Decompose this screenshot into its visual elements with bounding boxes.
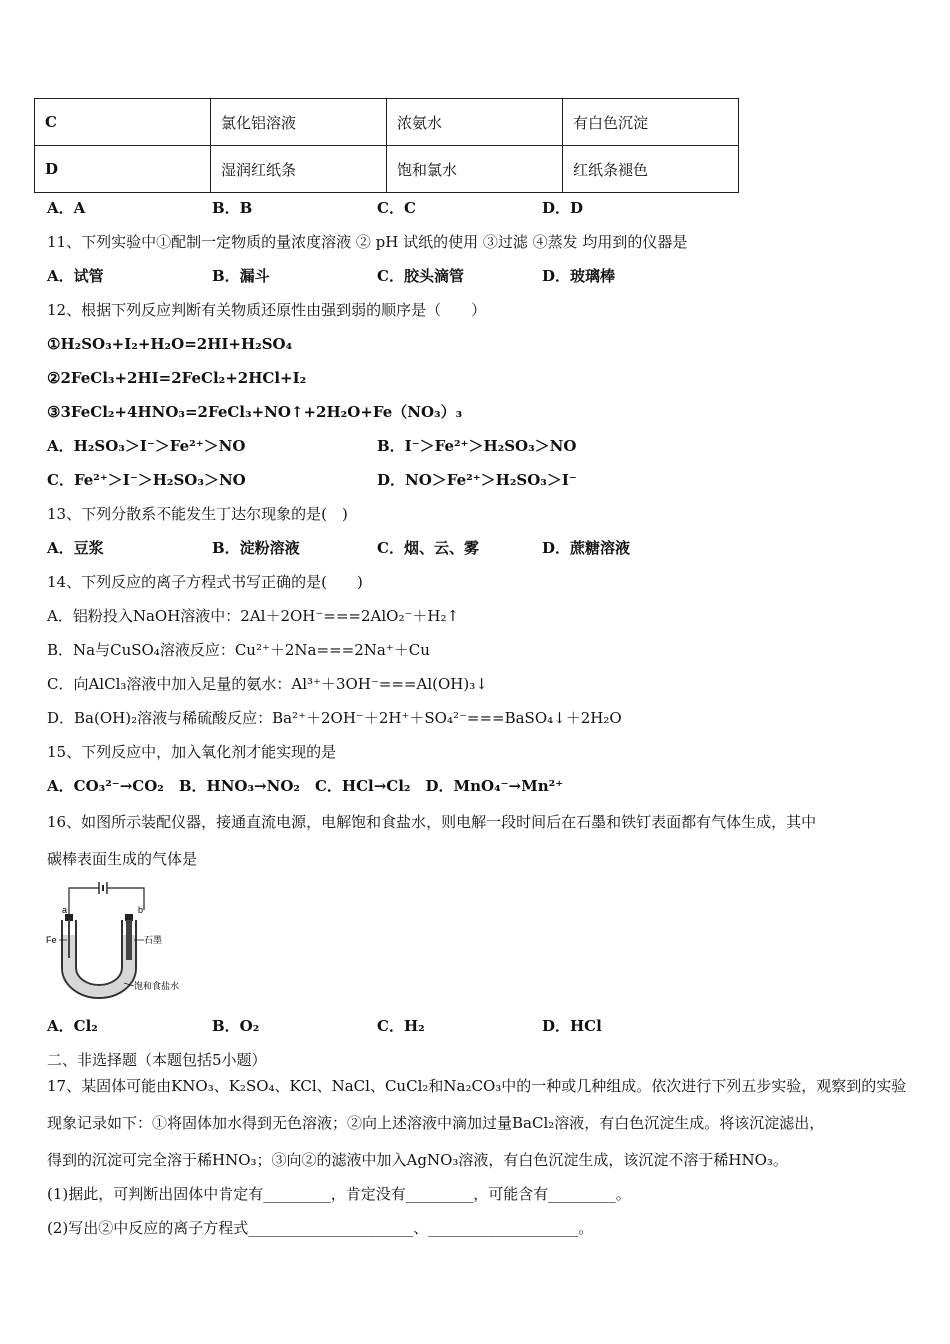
q10-option-a: A．A — [47, 199, 86, 217]
q16-option-c: C．H₂ — [377, 1017, 425, 1035]
q14-option-a: A．铝粉投入NaOH溶液中：2Al＋2OH⁻===2AlO₂⁻＋H₂↑ — [47, 607, 460, 625]
q15-options: A．CO₃²⁻→CO₂ B．HNO₃→NO₂ C．HCl→Cl₂ D．MnO₄⁻→Mn²⁺ — [47, 777, 564, 795]
stopper-right — [125, 914, 133, 921]
q10-option-d: D．D — [542, 199, 584, 217]
table-row — [35, 146, 739, 193]
graphite-electrode — [126, 920, 132, 960]
table-row — [35, 99, 739, 146]
q17-line2: 现象记录如下：①将固体加水得到无色溶液；②向上述溶液中滴加过量BaCl₂溶液，有白色沉淀生成。将该沉淀滤出， — [47, 1114, 825, 1132]
table-cell: 有白色沉淀 — [563, 99, 739, 146]
q12-reaction-3: ③3FeCl₂+4HNO₃=2FeCl₃+NO↑+2H₂O+Fe（NO₃）₃ — [47, 403, 463, 421]
q11-stem: 11、下列实验中①配制一定物质的量浓度溶液 ② pH 试纸的使用 ③过滤 ④蒸发 均用到的仪器是 — [47, 233, 688, 251]
q12-stem: 12、根据下列反应判断有关物质还原性由强到弱的顺序是（ ） — [47, 301, 487, 319]
q14-option-d: D．Ba(OH)₂溶液与稀硫酸反应：Ba²⁺＋2OH⁻＋2H⁺＋SO₄²⁻===BaSO₄↓＋2H₂O — [47, 709, 622, 727]
label-graphite: 石墨 — [144, 935, 163, 945]
table-cell: 浓氨水 — [387, 99, 563, 146]
table-cell: C — [35, 99, 211, 146]
label-brine: 饱和食盐水 — [134, 981, 180, 991]
q10-option-c: C．C — [377, 199, 416, 217]
q12-option-a: A．H₂SO₃＞I⁻＞Fe²⁺＞NO — [47, 437, 246, 455]
q17-line3: 得到的沉淀可完全溶于稀HNO₃；③向②的滤液中加入AgNO₃溶液，有白色沉淀生成，该沉淀不溶于稀HNO₃。 — [47, 1151, 788, 1169]
label-b: b — [138, 905, 144, 915]
electrolysis-figure — [44, 880, 194, 1005]
q16-stem-line2: 碳棒表面生成的气体是 — [47, 850, 198, 868]
table-cell: 红纸条褪色 — [563, 146, 739, 193]
q17-part2: (2)写出②中反应的离子方程式______________________、____________________。 — [47, 1219, 594, 1237]
table-cell: 氯化铝溶液 — [211, 99, 387, 146]
answer-table — [34, 98, 739, 193]
q12-option-b: B．I⁻＞Fe²⁺＞H₂SO₃＞NO — [377, 437, 577, 455]
q16-option-b: B．O₂ — [212, 1017, 260, 1035]
q13-stem: 13、下列分散系不能发生丁达尔现象的是( ) — [47, 505, 348, 523]
q17-line1: 17、某固体可能由KNO₃、K₂SO₄、KCl、NaCl、CuCl₂和Na₂CO₃中的一种或几种组成。依次进行下列五步实验，观察到的实验 — [47, 1077, 907, 1095]
q11-option-c: C．胶头滴管 — [377, 267, 464, 285]
label-fe: Fe — [46, 935, 57, 945]
label-a: a — [62, 905, 68, 915]
q11-option-d: D．玻璃棒 — [542, 267, 616, 285]
q14-option-b: B．Na与CuSO₄溶液反应：Cu²⁺＋2Na===2Na⁺＋Cu — [47, 641, 430, 659]
table-cell: 湿润红纸条 — [211, 146, 387, 193]
q16-option-d: D．HCl — [542, 1017, 602, 1035]
q11-option-a: A．试管 — [47, 267, 104, 285]
stopper-left — [65, 914, 73, 921]
q10-option-b: B．B — [212, 199, 253, 217]
q12-option-c: C．Fe²⁺＞I⁻＞H₂SO₃＞NO — [47, 471, 246, 489]
q17-part1: (1)据此，可判断出固体中肯定有_________，肯定没有_________，可能含有_________。 — [47, 1185, 631, 1203]
q16-stem-line1: 16、如图所示装配仪器，接通直流电源，电解饱和食盐水，则电解一段时间后在石墨和铁钉表面都有气体生成，其中 — [47, 813, 817, 831]
q14-stem: 14、下列反应的离子方程式书写正确的是( ) — [47, 573, 363, 591]
q13-option-c: C．烟、云、雾 — [377, 539, 479, 557]
q13-option-a: A．豆浆 — [47, 539, 104, 557]
u-tube-inner — [76, 920, 122, 985]
brine-solution — [63, 935, 135, 997]
q14-option-c: C．向AlCl₃溶液中加入足量的氨水：Al³⁺＋3OH⁻===Al(OH)₃↓ — [47, 675, 488, 693]
q13-option-d: D．蔗糖溶液 — [542, 539, 631, 557]
table-cell: 饱和氯水 — [387, 146, 563, 193]
q12-reaction-1: ①H₂SO₃+I₂+H₂O=2HI+H₂SO₄ — [47, 335, 293, 353]
q16-option-a: A．Cl₂ — [47, 1017, 98, 1035]
q11-option-b: B．漏斗 — [212, 267, 270, 285]
q12-option-d: D．NO＞Fe²⁺＞H₂SO₃＞I⁻ — [377, 471, 577, 489]
q12-reaction-2: ②2FeCl₃+2HI=2FeCl₂+2HCl+I₂ — [47, 369, 307, 387]
table-cell: D — [35, 146, 211, 193]
q15-stem: 15、下列反应中，加入氧化剂才能实现的是 — [47, 743, 337, 761]
q13-option-b: B．淀粉溶液 — [212, 539, 300, 557]
section-heading: 二、非选择题（本题包括5小题） — [47, 1051, 267, 1069]
